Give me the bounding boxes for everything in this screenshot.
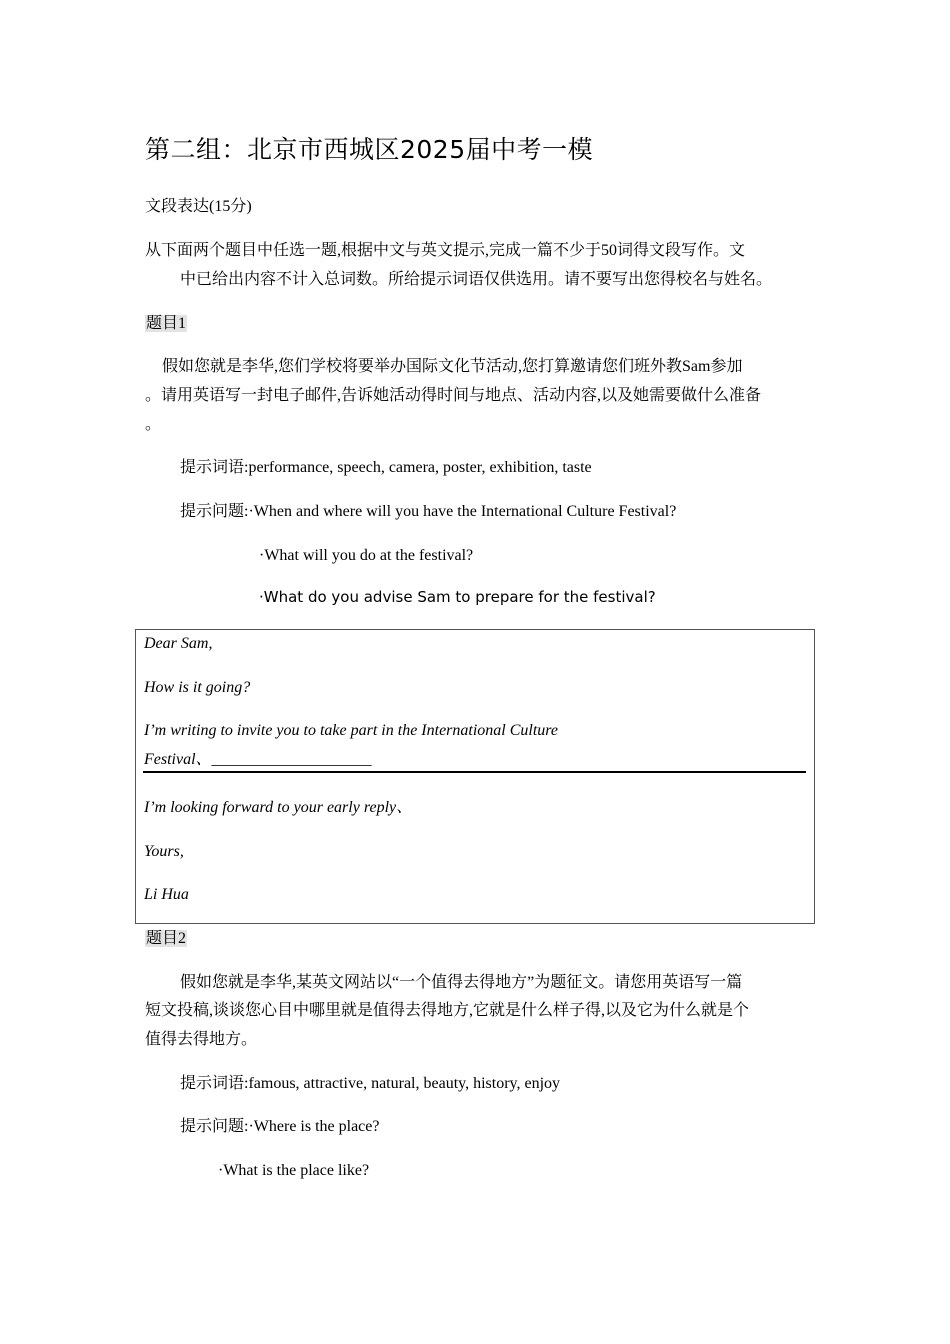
topic-2-question-1: 提示问题:·Where is the place? xyxy=(180,1118,380,1135)
instructions-line-1: 从下面两个题目中任选一题,根据中文与英文提示,完成一篇不少于50词得文段写作。文 xyxy=(145,242,746,259)
topic-1-question-3: ·What do you advise Sam to prepare for the festival? xyxy=(259,588,656,606)
topic-2-prompt-line-2: 短文投稿,谈谈您心目中哪里就是值得去得地方,它就是什么样子得,以及它为什么就是个 xyxy=(145,1002,750,1019)
topic-2-question-2: ·What is the place like? xyxy=(218,1162,370,1179)
letter-signature: Li Hua xyxy=(144,886,189,903)
answer-blank: ____________________ xyxy=(211,751,372,768)
topic-1-question-1: 提示问题:·When and where will you have the International Culture Festival? xyxy=(180,503,677,520)
letter-closing: I’m looking forward to your early reply、 xyxy=(144,799,413,816)
topic-2-prompt-line-1: 假如您就是李华,某英文网站以“一个值得去得地方”为题征文。请您用英语写一篇 xyxy=(180,974,743,991)
letter-box xyxy=(135,629,815,924)
page-title: 第二组：北京市西城区2025届中考一模 xyxy=(145,135,594,164)
topic-1-prompt-line-2: 。请用英语写一封电子邮件,告诉她活动得时间与地点、活动内容,以及她需要做什么准备 xyxy=(145,387,762,404)
instructions-line-2: 中已给出内容不计入总词数。所给提示词语仅供选用。请不要写出您得校名与姓名。 xyxy=(180,271,773,288)
topic-2-prompt-line-3: 值得去得地方。 xyxy=(145,1031,258,1048)
topic-1-label: 题目1 xyxy=(146,315,187,332)
topic-1-prompt-line-1: 假如您就是李华,您们学校将要举办国际文化节活动,您打算邀请您们班外教Sam参加 xyxy=(162,358,743,375)
topic-1-question-2: ·What will you do at the festival? xyxy=(259,547,474,564)
letter-opening: How is it going? xyxy=(144,679,251,696)
letter-greeting: Dear Sam, xyxy=(144,635,213,652)
topic-1-keywords: 提示词语:performance, speech, camera, poster, exhibition, taste xyxy=(180,459,592,476)
topic-2-keywords: 提示词语:famous, attractive, natural, beauty, history, enjoy xyxy=(180,1075,561,1092)
topic-1-prompt-line-3: 。 xyxy=(145,416,162,433)
letter-signoff: Yours, xyxy=(144,843,184,860)
answer-rule xyxy=(143,771,806,773)
section-heading: 文段表达(15分) xyxy=(145,198,252,215)
letter-body-line-1: I’m writing to invite you to take part in the International Culture xyxy=(144,722,559,739)
topic-2-label: 题目2 xyxy=(146,930,187,947)
letter-body-line-2: Festival、____________________ xyxy=(144,749,372,771)
